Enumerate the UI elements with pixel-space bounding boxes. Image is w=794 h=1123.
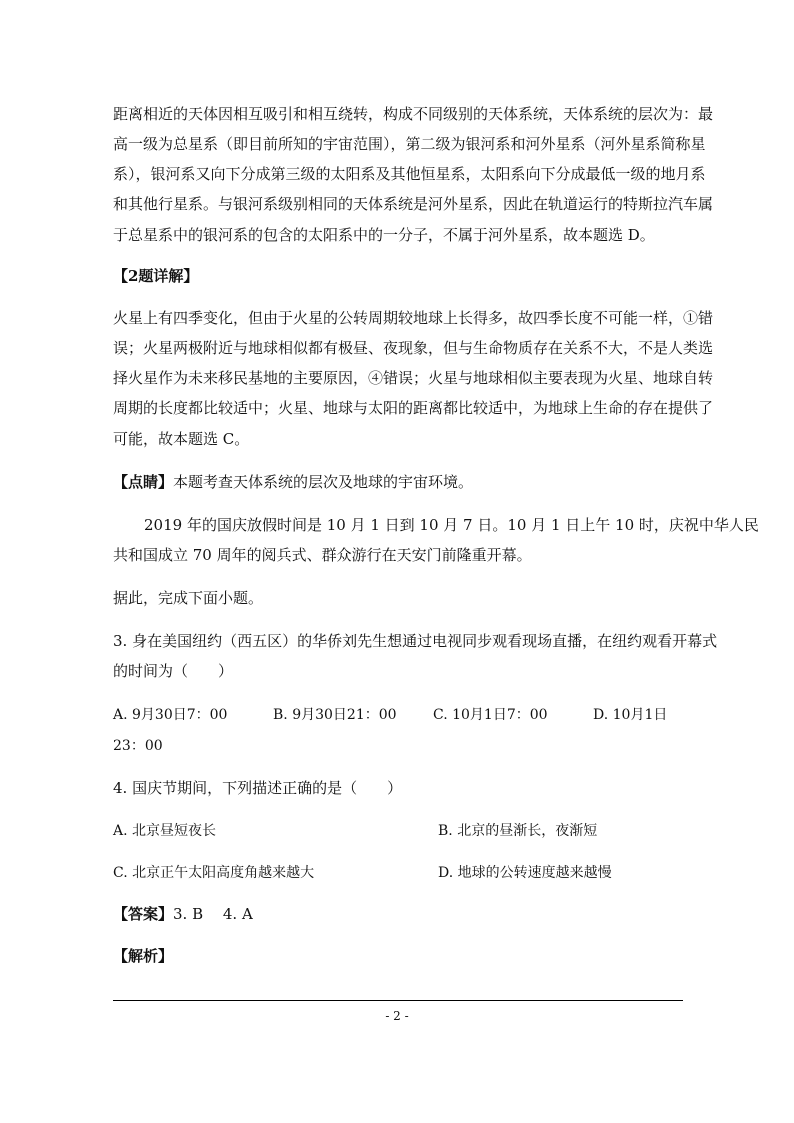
paragraph-1-line-1: 距离相近的天体因相互吸引和相互绕转，构成不同级别的天体系统，天体系统的层次为：最	[113, 105, 714, 123]
paragraph-1-line-3: 系），银河系又向下分成第三级的太阳系及其他恒星系，太阳系向下分成最低一级的地月系	[113, 165, 706, 183]
q3-stem-line-2: 的时间为（ ）	[113, 662, 234, 680]
paragraph-1-line-4: 和其他行星系。与银河系级别相同的天体系统是河外星系，因此在轨道运行的特斯拉汽车属	[113, 195, 714, 213]
q3-option-a: A. 9月30日7：00	[113, 707, 228, 723]
paragraph-2-line-1: 火星上有四季变化，但由于火星的公转周期较地球上长得多，故四季长度不可能一样，①错	[113, 309, 714, 327]
q4-stem: 4. 国庆节期间，下列描述正确的是（ ）	[113, 779, 403, 797]
material-line-2: 共和国成立 70 周年的阅兵式、群众游行在天安门前隆重开幕。	[113, 546, 532, 564]
q2-detail-heading: 【2题详解】	[113, 267, 199, 285]
q4-option-d: D. 地球的公转速度越来越慢	[438, 865, 612, 881]
dianjing-line	[113, 472, 683, 492]
q4-option-a: A. 北京昼短夜长	[113, 823, 217, 839]
q3-option-d: D. 10月1日	[593, 707, 668, 723]
footer-rule	[113, 1000, 683, 1001]
paragraph-1-line-5: 于总星系中的银河系的包含的太阳系中的一分子，不属于河外星系，故本题选 D。	[113, 226, 655, 244]
q3-option-d-continued: 23：00	[113, 738, 163, 754]
paragraph-1-line-2: 高一级为总星系（即目前所知的宇宙范围），第二级为银河系和河外星系（河外星系简称星	[113, 135, 706, 153]
material-line-1: 2019 年的国庆放假时间是 10 月 1 日到 10 月 7 日。10 月 1 日上午 10 时，庆祝中华人民	[144, 516, 759, 534]
dianjing-label: 【点睛】	[113, 473, 174, 491]
answer-label: 【答案】	[113, 905, 174, 923]
paragraph-2-line-4: 周期的长度都比较适中；火星、地球与太阳的距离都比较适中，为地球上生命的存在提供了	[113, 399, 714, 417]
q4-option-b: B. 北京的昼渐长，夜渐短	[438, 823, 598, 839]
paragraph-2-line-2: 误；火星两极附近与地球相似都有极昼、夜现象，但与生命物质存在关系不大，不是人类选	[113, 339, 714, 357]
q3-option-b: B. 9月30日21：00	[273, 707, 397, 723]
q4-option-c: C. 北京正午太阳高度角越来越大	[113, 865, 315, 881]
dianjing-text: 本题考查天体系统的层次及地球的宇宙环境。	[173, 473, 474, 491]
answer-line	[113, 904, 683, 924]
paragraph-2-line-5: 可能，故本题选 C。	[113, 430, 250, 448]
page-number: - 2 -	[385, 1009, 409, 1023]
q3-option-c: C. 10月1日7：00	[433, 707, 548, 723]
q3-stem-line-1: 3. 身在美国纽约（西五区）的华侨刘先生想通过电视同步观看现场直播，在纽约观看开幕式	[113, 632, 718, 650]
paragraph-2-line-3: 择火星作为未来移民基地的主要原因，④错误；火星与地球相似主要表现为火星、地球自转	[113, 369, 714, 387]
answer-text: 3. B 4. A	[173, 905, 253, 923]
instruction-text: 据此，完成下面小题。	[113, 589, 264, 607]
analysis-label: 【解析】	[113, 947, 174, 965]
